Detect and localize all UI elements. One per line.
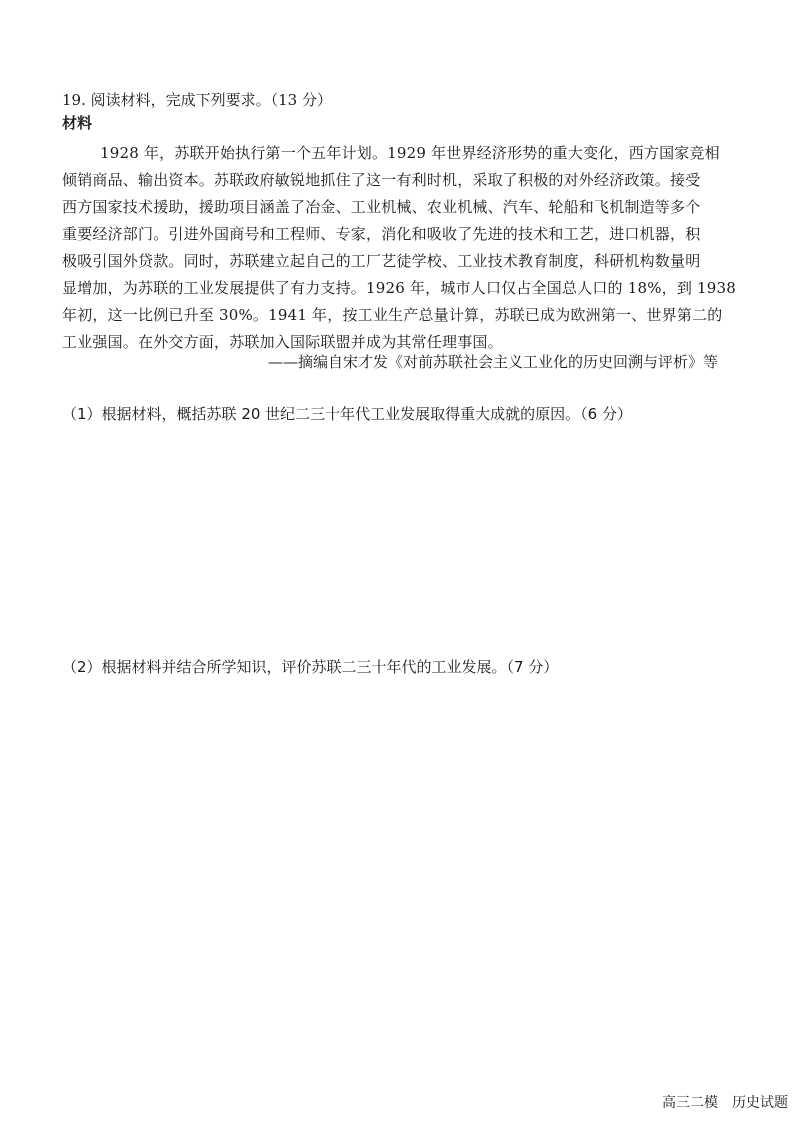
material-line: 工业强国。在外交方面，苏联加入国际联盟并成为其常任理事国。 xyxy=(62,333,503,351)
material-source: ——摘编自宋才发《对前苏联社会主义工业化的历史回溯与评析》等 xyxy=(268,353,719,371)
material-line: 极吸引国外贷款。同时，苏联建立起自己的工厂艺徒学校、工业技术教育制度，科研机构数量明 xyxy=(62,252,701,270)
footer-exam-name: 高三二模 xyxy=(662,1095,718,1111)
material-line: 倾销商品、输出资本。苏联政府敏锐地抓住了这一有利时机，采取了积极的对外经济政策。接受 xyxy=(62,171,701,189)
material-line: 西方国家技术援助，援助项目涵盖了冶金、工业机械、农业机械、汽车、轮船和飞机制造等多个 xyxy=(62,198,701,216)
page-footer xyxy=(662,1094,788,1112)
sub-question-2: （2）根据材料并结合所学知识，评价苏联二三十年代的工业发展。（7 分） xyxy=(62,658,559,676)
question-header: 19. 阅读材料，完成下列要求。（13 分） xyxy=(62,91,332,109)
material-line: 1928 年，苏联开始执行第一个五年计划。1929 年世界经济形势的重大变化，西方国家竞相 xyxy=(100,144,720,162)
sub-question-1: （1）根据材料，概括苏联 20 世纪二三十年代工业发展取得重大成就的原因。（6 分） xyxy=(62,405,632,423)
answer-space-1[interactable] xyxy=(62,430,732,645)
answer-space-2[interactable] xyxy=(62,683,732,1063)
material-line: 重要经济部门。引进外国商号和工程师、专家，消化和吸收了先进的技术和工艺，进口机器，积 xyxy=(62,225,701,243)
material-line: 年初，这一比例已升至 30%。1941 年，按工业生产总量计算，苏联已成为欧洲第一、世界第二的 xyxy=(62,306,723,324)
material-label: 材料 xyxy=(62,114,93,132)
material-line: 显增加，为苏联的工业发展提供了有力支持。1926 年，城市人口仅占全国总人口的 18%，到 1938 xyxy=(62,279,736,297)
footer-subject: 历史试题 xyxy=(732,1095,788,1111)
material-text xyxy=(62,140,736,356)
